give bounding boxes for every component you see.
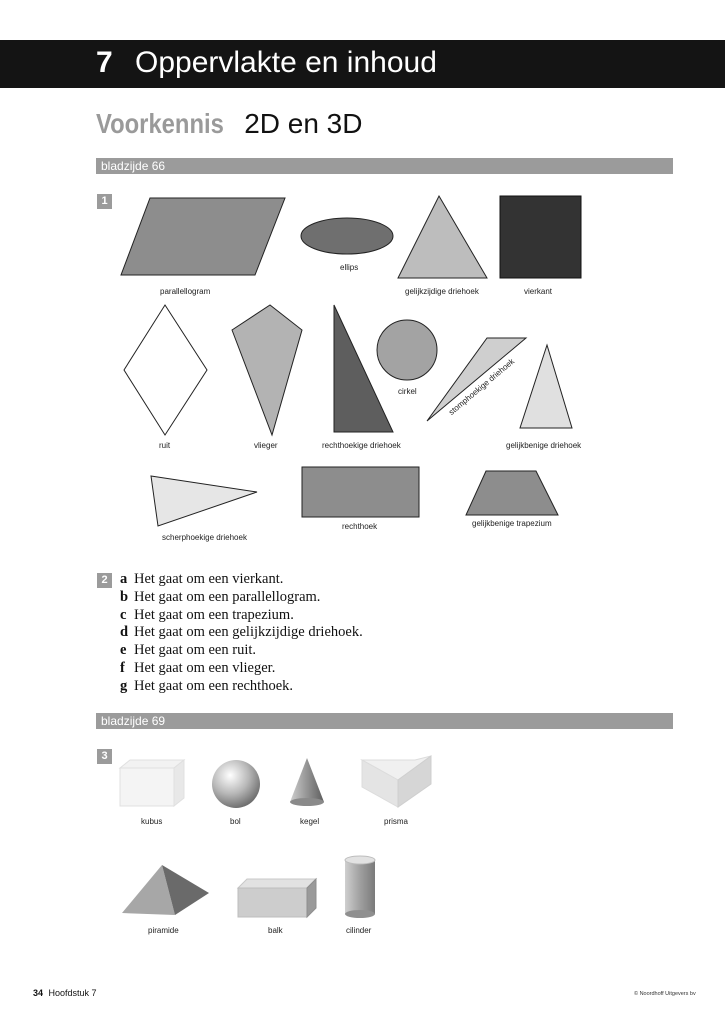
footer-chapter-label: Hoofdstuk 7 — [48, 988, 97, 998]
answer-d: d Het gaat om een gelijkzijdige driehoek. — [120, 624, 363, 640]
chapter-title: Oppervlakte en inhoud — [135, 46, 437, 79]
rectangle-shape — [302, 467, 419, 517]
label-cirkel: cirkel — [398, 387, 417, 396]
label-vlieger: vlieger — [254, 441, 278, 450]
label-gelijkzijdige-driehoek: gelijkzijdige driehoek — [405, 287, 479, 296]
kite-shape — [232, 305, 302, 435]
answer-a: a Het gaat om een vierkant. — [120, 571, 284, 587]
label-parallellogram: parallellogram — [160, 287, 211, 296]
label-kegel: kegel — [300, 817, 320, 826]
label-ruit: ruit — [159, 441, 171, 450]
cylinder-shape — [345, 856, 375, 918]
label-kubus: kubus — [141, 817, 163, 826]
equilateral-triangle-shape — [398, 196, 487, 278]
page-number: 34 — [33, 988, 44, 998]
footer-copyright: © Noordhoff Uitgevers bv — [634, 991, 696, 997]
chapter-number: 7 — [96, 46, 113, 79]
parallelogram-shape — [121, 198, 285, 275]
page-bar-69: bladzijde 69 — [96, 713, 673, 729]
question-number-2: 2 — [97, 573, 112, 588]
label-ellips: ellips — [340, 263, 359, 272]
page-bar-66: bladzijde 66 — [96, 158, 673, 174]
rhombus-shape — [124, 305, 207, 435]
sphere-shape — [212, 760, 260, 808]
cuboid-shape — [238, 879, 316, 917]
section-keyword: Voorkennis — [96, 108, 224, 139]
answer-e: e Het gaat om een ruit. — [120, 642, 256, 658]
label-vierkant: vierkant — [524, 287, 553, 296]
label-gelijkbenige-driehoek: gelijkbenige driehoek — [506, 441, 582, 450]
question-number-1: 1 — [97, 194, 112, 209]
label-bol: bol — [230, 817, 241, 826]
label-scherphoekige-driehoek: scherphoekige driehoek — [162, 533, 247, 542]
trapezium-shape — [466, 471, 558, 515]
answer-g: g Het gaat om een rechthoek. — [120, 678, 294, 694]
section-subtitle: 2D en 3D — [244, 108, 363, 139]
cube-shape — [120, 760, 184, 806]
prism-shape — [362, 756, 431, 807]
square-shape — [500, 196, 581, 278]
label-gelijkbenige-trapezium: gelijkbenige trapezium — [472, 519, 552, 528]
acute-triangle-shape — [151, 476, 257, 526]
answer-b: b Het gaat om een parallellogram. — [120, 589, 321, 605]
label-prisma: prisma — [384, 817, 409, 826]
pyramid-shape — [122, 865, 209, 915]
label-piramide: piramide — [148, 926, 179, 935]
label-cilinder: cilinder — [346, 926, 372, 935]
ellipse-shape — [301, 218, 393, 254]
answer-c: c Het gaat om een trapezium. — [120, 607, 294, 623]
cone-shape — [290, 758, 324, 806]
circle-shape — [377, 320, 437, 380]
label-rechthoek: rechthoek — [342, 522, 378, 531]
answer-f: f Het gaat om een vlieger. — [120, 660, 276, 676]
label-rechthoekige-driehoek: rechthoekige driehoek — [322, 441, 401, 450]
footer-page-info — [33, 988, 97, 998]
label-balk: balk — [268, 926, 283, 935]
question-number-3: 3 — [97, 749, 112, 764]
isosceles-triangle-shape — [520, 345, 572, 428]
shapes-3d-figure — [0, 740, 725, 940]
label-stomphoekige-driehoek: stomphoekige driehoek — [447, 356, 517, 417]
obtuse-triangle-shape — [427, 338, 526, 421]
